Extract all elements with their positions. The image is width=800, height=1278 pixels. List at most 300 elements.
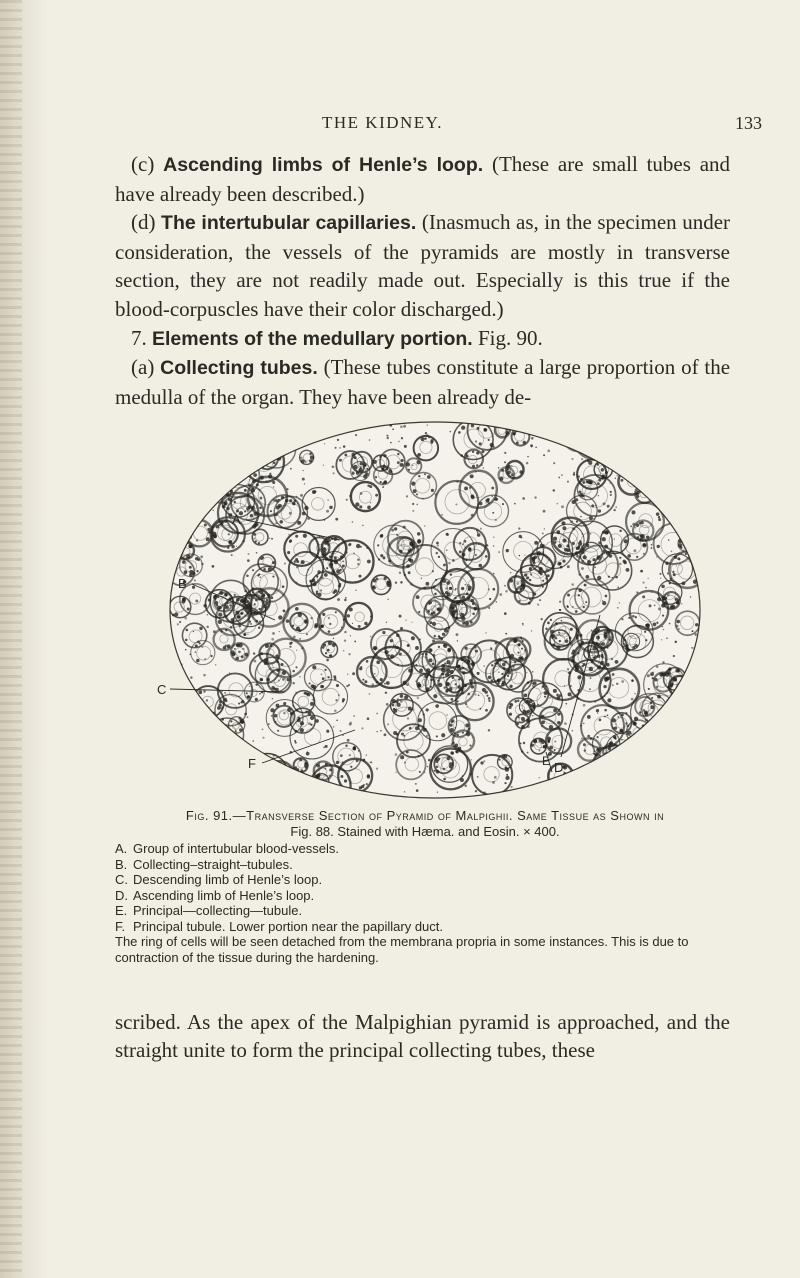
cell-nucleus xyxy=(198,690,202,694)
cell-nucleus xyxy=(604,448,607,451)
cell-nucleus xyxy=(610,430,613,433)
tubule-lumen xyxy=(585,428,604,447)
stain-speck xyxy=(615,478,616,479)
stain-speck xyxy=(543,510,546,513)
cell-nucleus xyxy=(509,579,513,583)
tubule-wall xyxy=(652,745,687,780)
cell-nucleus xyxy=(423,728,427,732)
cell-nucleus xyxy=(327,538,331,542)
cell-nucleus xyxy=(596,709,599,712)
stain-speck xyxy=(691,541,693,543)
cell-nucleus xyxy=(247,779,250,782)
stain-speck xyxy=(310,583,312,585)
stain-speck xyxy=(189,760,191,762)
cell-nucleus xyxy=(393,709,397,713)
stain-speck xyxy=(350,635,351,636)
stain-speck xyxy=(504,585,506,587)
stain-speck xyxy=(609,636,612,639)
stain-speck xyxy=(213,630,216,633)
cell-nucleus xyxy=(613,755,617,759)
stain-speck xyxy=(522,497,525,500)
stain-speck xyxy=(272,698,274,700)
cell-nucleus xyxy=(470,474,474,478)
cell-nucleus xyxy=(283,610,286,613)
stain-speck xyxy=(248,553,250,555)
cell-nucleus xyxy=(237,644,240,647)
paragraph-text: Fig. 90. xyxy=(477,325,543,350)
stain-speck xyxy=(471,514,474,517)
cell-nucleus xyxy=(465,723,469,727)
cell-nucleus xyxy=(189,700,192,703)
stain-speck xyxy=(222,754,225,757)
stain-speck xyxy=(642,595,645,598)
cell-nucleus xyxy=(562,559,565,562)
stain-speck xyxy=(477,427,480,430)
cell-nucleus xyxy=(238,703,240,705)
cell-nucleus xyxy=(559,640,561,642)
stain-speck xyxy=(628,440,630,442)
cell-nucleus xyxy=(461,426,465,430)
stain-speck xyxy=(271,776,274,779)
cell-nucleus xyxy=(316,764,320,768)
cell-nucleus xyxy=(542,586,544,588)
cell-nucleus xyxy=(522,658,524,660)
cell-nucleus xyxy=(696,517,698,519)
page-number: 133 xyxy=(735,113,762,133)
cell-nucleus xyxy=(690,465,692,467)
cell-nucleus xyxy=(631,742,635,746)
stain-speck xyxy=(428,759,431,762)
cell-nucleus xyxy=(564,548,568,552)
stain-speck xyxy=(454,727,456,729)
cell-nucleus xyxy=(638,442,640,444)
continuation-paragraph: scribed. As the apex of the Malpighian pyramid is approached, and the straight unite to form the principal collecting tubes, these xyxy=(115,1010,730,1062)
stain-speck xyxy=(645,484,648,487)
cell-nucleus xyxy=(480,761,483,764)
cell-nucleus xyxy=(682,762,685,765)
stain-speck xyxy=(560,566,563,569)
stain-speck xyxy=(531,630,532,631)
stain-speck xyxy=(246,575,249,578)
cell-nucleus xyxy=(355,502,359,506)
cell-nucleus xyxy=(674,788,678,792)
tubule-wall xyxy=(593,745,636,788)
figure-label-b: B xyxy=(178,576,187,591)
cell-nucleus xyxy=(253,533,256,536)
stain-speck xyxy=(249,621,251,623)
stain-speck xyxy=(269,538,270,539)
stain-speck xyxy=(195,545,197,547)
stain-speck xyxy=(239,624,242,627)
stain-speck xyxy=(310,617,312,619)
stain-speck xyxy=(564,722,567,725)
cell-nucleus xyxy=(324,669,326,671)
cell-nucleus xyxy=(671,605,675,609)
stain-speck xyxy=(206,736,208,738)
cell-nucleus xyxy=(427,475,431,479)
stain-speck xyxy=(618,462,620,464)
stain-speck xyxy=(252,740,254,742)
figure-label-a: A xyxy=(232,512,241,527)
stain-speck xyxy=(290,468,292,470)
cell-nucleus xyxy=(180,767,184,771)
stain-speck xyxy=(599,452,602,455)
cell-nucleus xyxy=(451,607,454,610)
tubule-wall xyxy=(573,420,615,459)
tubule-lumen xyxy=(186,782,200,796)
stain-speck xyxy=(221,706,224,709)
cell-nucleus xyxy=(598,759,601,762)
tubule-lumen xyxy=(641,423,666,448)
stain-speck xyxy=(253,660,256,663)
cell-nucleus xyxy=(305,710,307,712)
stain-speck xyxy=(565,703,567,705)
tubule-wall xyxy=(201,426,228,453)
stain-speck xyxy=(297,502,298,503)
cell-nucleus xyxy=(320,685,323,688)
stain-speck xyxy=(395,772,396,773)
cell-nucleus xyxy=(336,569,340,573)
cell-nucleus xyxy=(586,544,589,547)
cell-nucleus xyxy=(443,644,447,648)
stain-speck xyxy=(404,445,407,448)
stain-speck xyxy=(676,490,678,492)
stain-speck xyxy=(631,698,634,701)
cell-nucleus xyxy=(649,488,653,492)
cell-nucleus xyxy=(582,481,585,484)
cell-nucleus xyxy=(669,709,672,712)
stain-speck xyxy=(640,570,643,573)
stain-speck xyxy=(293,636,295,638)
cell-nucleus xyxy=(242,446,244,448)
stain-speck xyxy=(366,783,368,785)
stain-speck xyxy=(292,682,295,685)
cell-nucleus xyxy=(421,653,423,655)
stain-speck xyxy=(347,739,350,742)
cell-nucleus xyxy=(553,709,557,713)
stain-speck xyxy=(609,424,611,426)
cell-nucleus xyxy=(202,797,205,800)
stain-speck xyxy=(480,528,482,530)
cell-nucleus xyxy=(377,544,379,546)
cell-nucleus xyxy=(583,606,585,608)
cell-nucleus xyxy=(240,599,244,603)
cell-nucleus xyxy=(187,742,190,745)
cell-nucleus xyxy=(678,473,682,477)
cell-nucleus xyxy=(569,637,572,640)
cell-nucleus xyxy=(637,472,640,475)
stain-speck xyxy=(407,717,409,719)
cell-nucleus xyxy=(538,571,541,574)
stain-speck xyxy=(661,639,662,640)
stain-speck xyxy=(456,633,459,636)
cell-nucleus xyxy=(347,614,350,617)
cell-nucleus xyxy=(476,451,479,454)
cell-nucleus xyxy=(619,530,621,532)
stain-speck xyxy=(494,776,497,779)
cell-nucleus xyxy=(258,627,260,629)
stain-speck xyxy=(495,519,497,521)
cell-nucleus xyxy=(627,554,631,558)
stain-speck xyxy=(627,766,628,767)
cell-nucleus xyxy=(682,530,686,534)
cell-nucleus xyxy=(532,682,534,684)
stain-speck xyxy=(572,730,574,732)
cell-nucleus xyxy=(408,571,411,574)
stain-speck xyxy=(464,785,466,787)
cell-nucleus xyxy=(647,731,650,734)
stain-speck xyxy=(501,673,503,675)
stain-speck xyxy=(225,644,227,646)
cell-nucleus xyxy=(280,520,283,523)
stain-speck xyxy=(650,736,651,737)
tubule-lumen xyxy=(186,457,210,481)
stain-speck xyxy=(306,777,309,780)
cell-nucleus xyxy=(636,556,638,558)
stain-speck xyxy=(692,508,695,511)
cell-nucleus xyxy=(317,773,320,776)
tubule-wall xyxy=(205,733,237,765)
paragraph-marker: (a) xyxy=(131,355,155,380)
stain-speck xyxy=(416,504,418,506)
cell-nucleus xyxy=(419,771,421,773)
tubule-lumen xyxy=(670,460,689,479)
cell-nucleus xyxy=(435,704,439,708)
cell-nucleus xyxy=(244,653,248,657)
stain-speck xyxy=(616,683,618,685)
stain-speck xyxy=(634,793,636,795)
stain-speck xyxy=(617,716,619,718)
cell-nucleus xyxy=(400,694,404,698)
cell-nucleus xyxy=(326,567,328,569)
stain-speck xyxy=(424,525,425,526)
stain-speck xyxy=(228,533,230,535)
stain-speck xyxy=(457,640,458,641)
cell-nucleus xyxy=(679,763,682,766)
stain-speck xyxy=(496,601,498,603)
stain-speck xyxy=(330,566,332,568)
stain-speck xyxy=(516,575,518,577)
cell-nucleus xyxy=(516,591,518,593)
cell-nucleus xyxy=(310,455,314,459)
stain-speck xyxy=(504,612,507,615)
stain-speck xyxy=(530,444,533,447)
stain-speck xyxy=(663,755,665,757)
stain-speck xyxy=(661,447,662,448)
cell-nucleus xyxy=(696,785,700,789)
stain-speck xyxy=(397,461,400,464)
stain-speck xyxy=(184,617,187,620)
cell-nucleus xyxy=(602,537,606,541)
stain-speck xyxy=(220,607,222,609)
tubule-wall xyxy=(213,420,250,457)
stain-speck xyxy=(667,572,669,574)
stain-speck xyxy=(681,603,682,604)
cell-nucleus xyxy=(252,569,254,571)
stain-speck xyxy=(558,477,560,479)
cell-nucleus xyxy=(212,731,216,735)
stain-speck xyxy=(517,652,519,654)
cell-nucleus xyxy=(246,692,248,694)
cell-nucleus xyxy=(283,702,286,705)
stain-speck xyxy=(544,528,546,530)
stain-speck xyxy=(573,472,575,474)
cell-nucleus xyxy=(558,544,562,548)
stain-speck xyxy=(634,693,636,695)
stain-speck xyxy=(478,543,480,545)
stain-speck xyxy=(696,776,697,777)
cell-nucleus xyxy=(640,483,642,485)
stain-speck xyxy=(426,735,428,737)
cell-nucleus xyxy=(400,755,404,759)
stain-speck xyxy=(242,648,244,650)
cell-nucleus xyxy=(689,545,692,548)
cell-nucleus xyxy=(653,622,657,626)
cell-nucleus xyxy=(327,799,330,800)
cell-nucleus xyxy=(359,786,362,789)
stain-speck xyxy=(492,446,494,448)
cell-nucleus xyxy=(400,459,403,462)
stain-speck xyxy=(571,458,573,460)
stain-speck xyxy=(599,718,602,721)
stain-speck xyxy=(691,477,693,479)
stain-speck xyxy=(449,431,451,433)
stain-speck xyxy=(519,555,521,557)
stain-speck xyxy=(349,495,351,497)
cell-nucleus xyxy=(447,648,451,652)
stain-speck xyxy=(526,462,528,464)
stain-speck xyxy=(567,668,569,670)
stain-speck xyxy=(444,572,446,574)
stain-speck xyxy=(553,462,555,464)
cell-nucleus xyxy=(566,426,569,429)
cell-nucleus xyxy=(322,646,325,649)
cell-nucleus xyxy=(474,607,477,610)
cell-nucleus xyxy=(218,446,222,450)
stain-speck xyxy=(518,600,520,602)
stain-speck xyxy=(410,631,411,632)
cell-nucleus xyxy=(688,547,691,550)
stain-speck xyxy=(498,467,499,468)
stain-speck xyxy=(343,445,345,447)
stain-speck xyxy=(469,450,470,451)
cell-nucleus xyxy=(282,585,285,588)
cell-nucleus xyxy=(561,521,565,525)
stain-speck xyxy=(207,490,209,492)
cell-nucleus xyxy=(679,522,681,524)
stain-speck xyxy=(401,437,403,439)
cell-nucleus xyxy=(282,437,286,441)
stain-speck xyxy=(194,775,196,777)
cell-nucleus xyxy=(285,499,289,503)
stain-speck xyxy=(584,749,586,751)
stain-speck xyxy=(259,621,261,623)
cell-nucleus xyxy=(289,539,292,542)
cell-nucleus xyxy=(328,641,332,645)
cell-nucleus xyxy=(609,639,612,642)
cell-nucleus xyxy=(472,602,475,605)
cell-nucleus xyxy=(380,554,383,557)
cell-nucleus xyxy=(619,729,622,732)
stain-speck xyxy=(568,671,571,674)
stain-speck xyxy=(354,641,356,643)
stain-speck xyxy=(425,657,426,658)
stain-speck xyxy=(412,465,414,467)
stain-speck xyxy=(691,489,693,491)
stain-speck xyxy=(189,653,191,655)
cell-nucleus xyxy=(603,685,606,688)
cell-nucleus xyxy=(243,633,245,635)
stain-speck xyxy=(363,784,365,786)
stain-speck xyxy=(660,573,662,575)
stain-speck xyxy=(369,439,371,441)
stain-speck xyxy=(541,551,544,554)
cell-nucleus xyxy=(294,499,297,502)
stain-speck xyxy=(661,626,663,628)
stain-speck xyxy=(583,723,585,725)
cell-nucleus xyxy=(507,465,511,469)
stain-speck xyxy=(423,587,426,590)
stain-speck xyxy=(615,576,617,578)
tubule-lumen xyxy=(685,751,693,759)
stain-speck xyxy=(679,558,681,560)
cell-nucleus xyxy=(270,596,273,599)
legend-item-c: C. Descending limb of Henle’s loop. xyxy=(115,872,323,887)
cell-nucleus xyxy=(565,782,569,786)
stain-speck xyxy=(446,569,448,571)
cell-nucleus xyxy=(383,454,386,457)
cell-nucleus xyxy=(505,431,509,435)
cell-nucleus xyxy=(641,534,645,538)
tubule-lumen xyxy=(213,484,226,497)
stain-speck xyxy=(220,430,222,432)
stain-speck xyxy=(563,430,565,432)
stain-speck xyxy=(203,674,206,677)
caption-subtitle: Fig. 88. Stained with Hæma. and Eosin. × 400. xyxy=(290,823,560,839)
stain-speck xyxy=(320,589,322,591)
stain-speck xyxy=(682,731,683,732)
stain-speck xyxy=(254,500,255,501)
cell-nucleus xyxy=(571,659,575,663)
cell-nucleus xyxy=(205,480,209,484)
cell-nucleus xyxy=(572,542,575,545)
stain-speck xyxy=(516,659,517,660)
cell-nucleus xyxy=(471,424,474,427)
cell-nucleus xyxy=(424,674,428,678)
cell-nucleus xyxy=(324,573,328,577)
cell-nucleus xyxy=(542,685,544,687)
cell-nucleus xyxy=(477,672,480,675)
cell-nucleus xyxy=(310,702,314,706)
stain-speck xyxy=(197,640,200,643)
cell-nucleus xyxy=(519,470,523,474)
stain-speck xyxy=(446,714,447,715)
stain-speck xyxy=(452,559,455,562)
stain-speck xyxy=(289,646,291,648)
stain-speck xyxy=(415,680,416,681)
cell-nucleus xyxy=(406,462,410,466)
stain-speck xyxy=(520,743,522,745)
cell-nucleus xyxy=(677,787,680,790)
stain-speck xyxy=(643,474,646,477)
cell-nucleus xyxy=(460,778,464,782)
stain-speck xyxy=(431,613,432,614)
cell-nucleus xyxy=(644,485,648,489)
cell-nucleus xyxy=(244,510,246,512)
stain-speck xyxy=(621,479,624,482)
stain-speck xyxy=(348,684,350,686)
cell-nucleus xyxy=(677,492,681,496)
